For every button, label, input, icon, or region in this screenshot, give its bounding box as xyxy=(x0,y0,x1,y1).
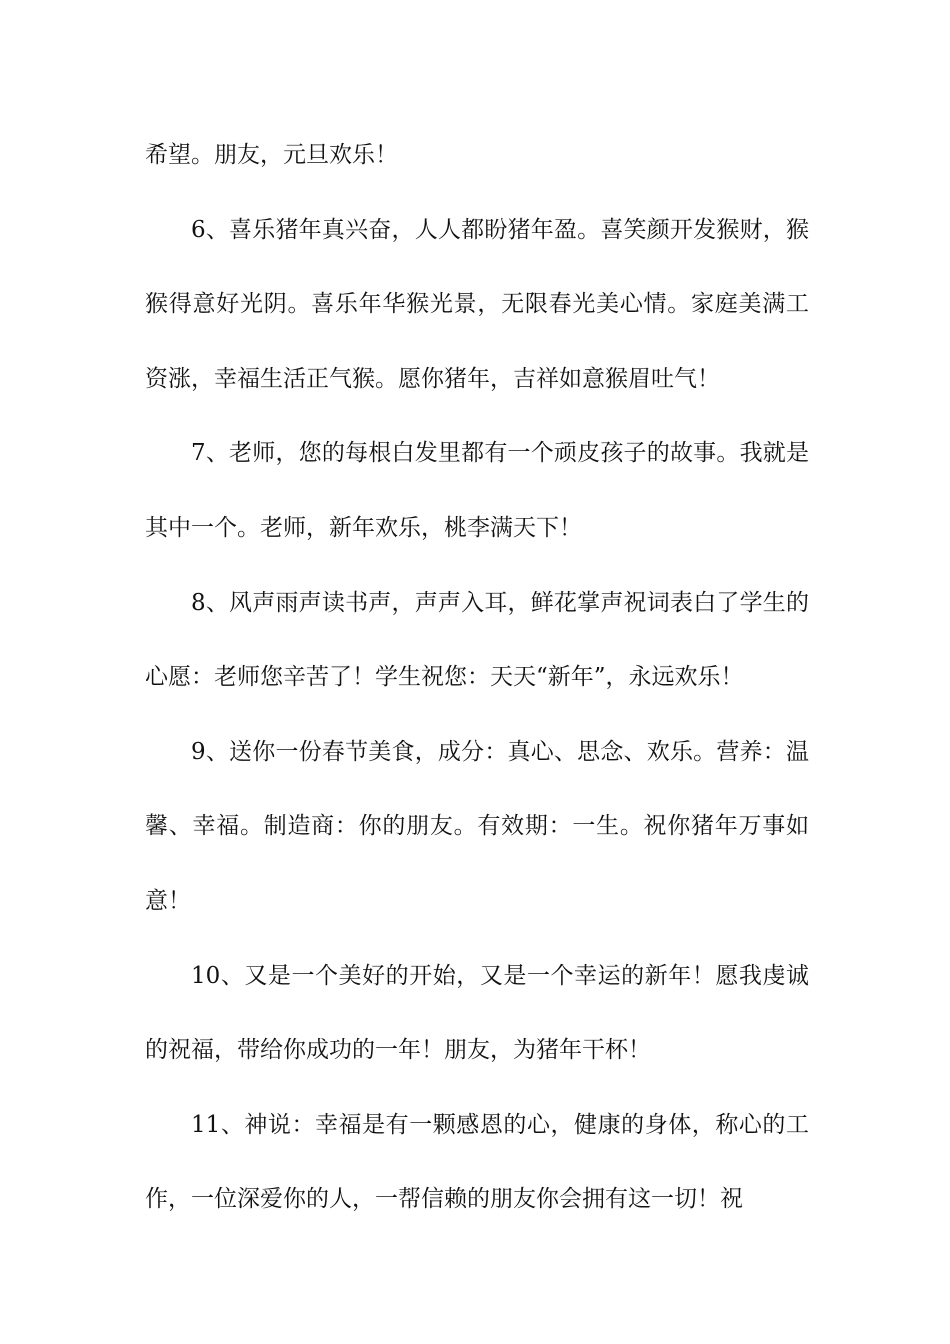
document-body xyxy=(145,118,809,1237)
paragraph-item-11: 11、神说：幸福是有一颗感恩的心，健康的身体，称心的工作，一位深爱你的人，一帮信赖的朋友你会拥有这一切！祝 xyxy=(145,1111,809,1213)
paragraph-continuation: 希望。朋友，元旦欢乐！ xyxy=(145,142,398,168)
paragraph-item-6: 6、喜乐猪年真兴奋，人人都盼猪年盈。喜笑颜开发猴财，猴猴得意好光阴。喜乐年华猴光景，无限春光美心情。家庭美满工资涨，幸福生活正气猴。愿你猪年，吉祥如意猴眉吐气！ xyxy=(145,216,809,392)
paragraph-item-10: 10、又是一个美好的开始，又是一个幸运的新年！愿我虔诚的祝福，带给你成功的一年！朋友，为猪年干杯！ xyxy=(145,962,809,1064)
paragraph-item-8: 8、风声雨声读书声，声声入耳，鲜花掌声祝词表白了学生的心愿：老师您辛苦了！学生祝您：天天“新年”，永远欢乐！ xyxy=(145,589,809,691)
paragraph-item-9: 9、送你一份春节美食，成分：真心、思念、欢乐。营养：温馨、幸福。制造商：你的朋友。有效期：一生。祝你猪年万事如意！ xyxy=(145,738,809,914)
paragraph-item-7: 7、老师，您的每根白发里都有一个顽皮孩子的故事。我就是其中一个。老师，新年欢乐，桃李满天下！ xyxy=(145,440,809,541)
